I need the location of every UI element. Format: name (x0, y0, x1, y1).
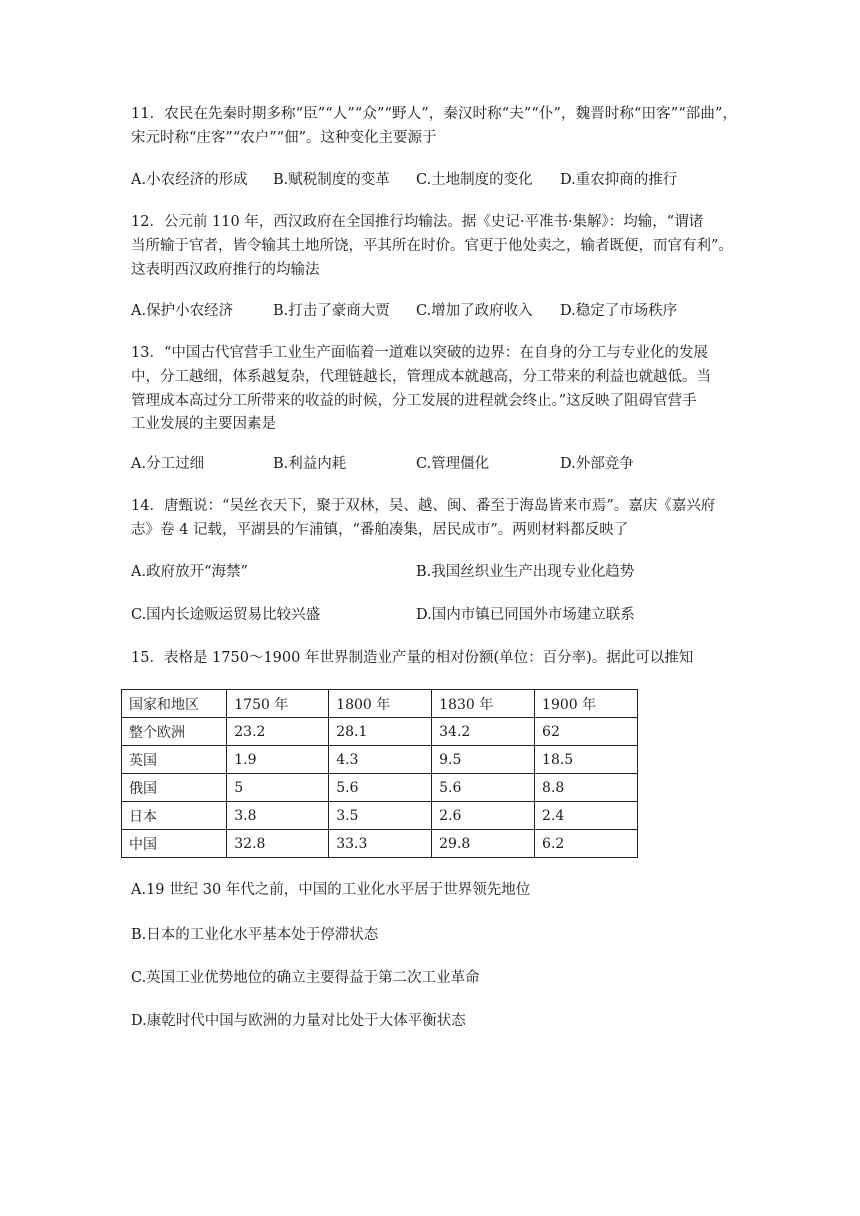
table-header-row (122, 690, 638, 718)
table-header-cell: 1750 年 (227, 690, 329, 718)
table-cell: 9.5 (432, 746, 535, 774)
table-cell: 3.8 (227, 802, 329, 830)
question-15-stem: 15．表格是 1750～1900 年世界制造业产量的相对份额(单位：百分率)。据此可以推知 (131, 650, 694, 666)
question-15-option-c: C.英国工业优势地位的确立主要得益于第二次工业革命 (131, 970, 480, 986)
question-12-stem-line-3: 这表明西汉政府推行的均输法 (131, 262, 320, 278)
table-cell: 29.8 (432, 830, 535, 858)
table-cell: 英国 (122, 746, 227, 774)
question-11-option-a: A.小农经济的形成 (131, 172, 248, 188)
manufacturing-share-table (121, 689, 638, 858)
table-row (122, 746, 638, 774)
question-12-stem-line-1: 12．公元前 110 年，西汉政府在全国推行均输法。据《史记·平准书·集解》：均输，“谓诸 (131, 214, 704, 230)
table-cell: 32.8 (227, 830, 329, 858)
table-header-cell: 1900 年 (535, 690, 638, 718)
question-12-stem-line-2: 当所输于官者，皆令输其土地所饶，平其所在时价。官更于他处卖之，输者既便，而官有利”。 (131, 238, 733, 254)
question-12-option-d: D.稳定了市场秩序 (560, 303, 678, 319)
table-row (122, 830, 638, 858)
table-header-cell: 1800 年 (329, 690, 432, 718)
table-row (122, 774, 638, 802)
table-cell: 中国 (122, 830, 227, 858)
table-cell: 5.6 (329, 774, 432, 802)
table-cell: 8.8 (535, 774, 638, 802)
question-13-option-d: D.外部竞争 (560, 456, 634, 472)
question-11-stem-line-2: 宋元时称“庄客”“农户”“佃”。这种变化主要源于 (131, 130, 437, 146)
question-14-option-d: D.国内市镇已同国外市场建立联系 (416, 607, 635, 623)
table-cell: 2.4 (535, 802, 638, 830)
question-11-option-d: D.重农抑商的推行 (560, 172, 678, 188)
table-cell: 4.3 (329, 746, 432, 774)
question-13-option-c: C.管理僵化 (416, 456, 490, 472)
question-12-option-c: C.增加了政府收入 (416, 303, 533, 319)
table-cell: 28.1 (329, 718, 432, 746)
question-13-option-a: A.分工过细 (131, 456, 205, 472)
question-14-stem-line-2: 志》卷 4 记载，平湖县的乍浦镇，“番舶凑集，居民成市”。两则材料都反映了 (131, 522, 629, 538)
question-15-option-d: D.康乾时代中国与欧洲的力量对比处于大体平衡状态 (131, 1013, 466, 1029)
table-cell: 34.2 (432, 718, 535, 746)
table-cell: 3.5 (329, 802, 432, 830)
question-15-option-b: B.日本的工业化水平基本处于停滞状态 (131, 927, 379, 943)
table-cell: 23.2 (227, 718, 329, 746)
question-13-stem-line-4: 工业发展的主要因素是 (131, 416, 276, 432)
table-cell: 18.5 (535, 746, 638, 774)
question-12-option-b: B.打击了豪商大贾 (273, 303, 390, 319)
table-cell: 整个欧洲 (122, 718, 227, 746)
table-cell: 俄国 (122, 774, 227, 802)
question-11-stem-line-1: 11．农民在先秦时期多称“臣”“人”“众”“野人”，秦汉时称“夫”“仆”，魏晋时称“田客”“部曲”， (131, 106, 738, 122)
table-cell: 62 (535, 718, 638, 746)
question-13-stem-line-3: 管理成本高过分工所带来的收益的时候，分工发展的进程就会终止。”这反映了阻碍官营手 (131, 393, 697, 409)
question-13-option-b: B.利益内耗 (273, 456, 347, 472)
table-cell: 5.6 (432, 774, 535, 802)
question-14-option-b: B.我国丝织业生产出现专业化趋势 (416, 564, 635, 580)
question-12-option-a: A.保护小农经济 (131, 303, 234, 319)
table-cell: 5 (227, 774, 329, 802)
table-cell: 33.3 (329, 830, 432, 858)
table-header-cell: 1830 年 (432, 690, 535, 718)
question-14-stem-line-1: 14．唐甄说：“吴丝衣天下，聚于双林，吴、越、闽、番至于海岛皆来市焉”。嘉庆《嘉兴府 (131, 498, 716, 514)
question-13-stem-line-2: 中，分工越细，体系越复杂，代理链越长，管理成本就越高，分工带来的利益也就越低。当 (131, 369, 711, 385)
table-row (122, 802, 638, 830)
question-11-option-c: C.土地制度的变化 (416, 172, 533, 188)
question-15-option-a: A.19 世纪 30 年代之前，中国的工业化水平居于世界领先地位 (131, 882, 531, 898)
question-14-option-a: A.政府放开“海禁” (131, 564, 248, 580)
table-row (122, 718, 638, 746)
question-13-stem-line-1: 13．“中国古代官营手工业生产面临着一道难以突破的边界：在自身的分工与专业化的发展 (131, 345, 708, 361)
question-14-option-c: C.国内长途贩运贸易比较兴盛 (131, 607, 321, 623)
table-cell: 日本 (122, 802, 227, 830)
table-cell: 2.6 (432, 802, 535, 830)
table-cell: 1.9 (227, 746, 329, 774)
question-11-option-b: B.赋税制度的变革 (273, 172, 390, 188)
table-header-cell: 国家和地区 (122, 690, 227, 718)
table-cell: 6.2 (535, 830, 638, 858)
